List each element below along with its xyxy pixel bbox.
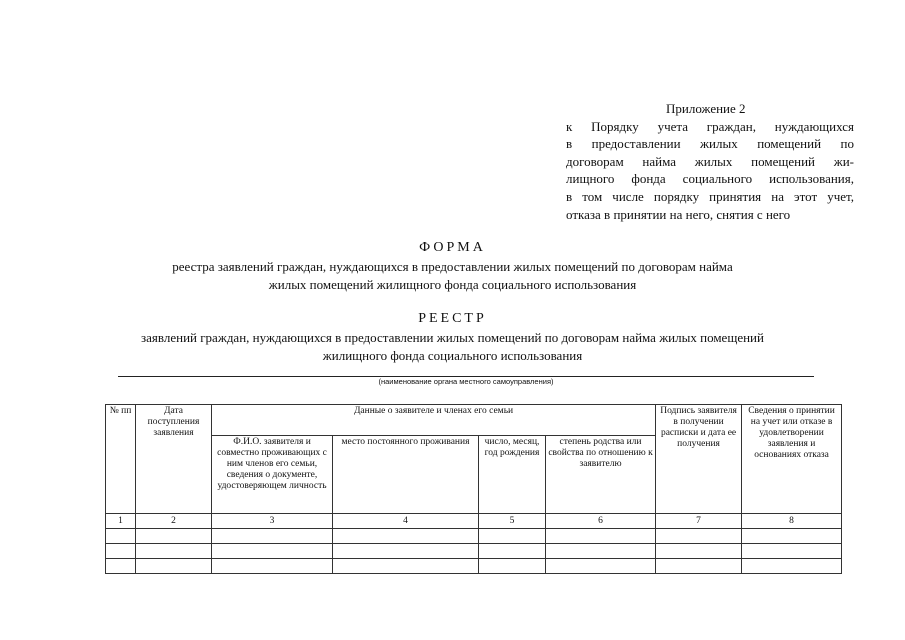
table-cell [656,544,742,559]
column-number: 1 [106,514,136,529]
table-cell [136,559,212,574]
column-number: 4 [333,514,479,529]
appendix-line: в предоставлении жилых помещений по [566,136,854,152]
table-cell [479,559,546,574]
header-decision: Сведения о принятии на учет или отказе в удовлетворении заявления и основаниях отказа [742,405,842,514]
header-fio: Ф.И.О. заявителя и совместно проживающих с ним членов его семьи, сведения о документе, удостоверяющем личность [212,436,333,514]
table-cell [106,529,136,544]
appendix-line: в том числе порядку принятия на этот учет, [566,188,854,204]
registry-subtitle [0,329,905,364]
table-cell [656,529,742,544]
registry-subtitle-line: жилищного фонда социального использования [322,347,583,363]
table-cell [106,544,136,559]
header-applicant-group: Данные о заявителе и членах его семьи [212,405,656,436]
table-cell [742,559,842,574]
column-number: 8 [742,514,842,529]
table-cell [742,544,842,559]
table-row [106,559,842,574]
column-number-row [106,514,842,529]
column-number: 5 [479,514,546,529]
table-cell [742,529,842,544]
table-row [106,529,842,544]
table-cell [333,544,479,559]
header-relation: степень родства или свойства по отношению к заявителю [546,436,656,514]
table-cell [333,529,479,544]
form-subtitle-line: реестра заявлений граждан, нуждающихся в предоставлении жилых помещений по договорам найма [172,259,733,274]
appendix-title: Приложение 2 [666,101,746,116]
registry-table [105,404,842,574]
column-number: 6 [546,514,656,529]
table-row [106,544,842,559]
registry-subtitle-line: заявлений граждан, нуждающихся в предоставлении жилых помещений по договорам найма жилых помещений [141,330,764,345]
appendix-line: лищного фонда социального использования, [566,171,854,187]
column-number: 2 [136,514,212,529]
table-cell [546,559,656,574]
form-subtitle [0,258,905,293]
table-cell [212,529,333,544]
table-cell [479,544,546,559]
header-birth-date: число, месяц, год рождения [479,436,546,514]
table-cell [136,529,212,544]
appendix-line: договорам найма жилых помещений жи- [566,153,854,169]
table-cell [212,559,333,574]
table-header-row [106,405,842,436]
form-subtitle-line: жилых помещений жилищного фонда социального использования [268,276,637,292]
column-number: 3 [212,514,333,529]
header-residence: место постоянного проживания [333,436,479,514]
appendix-note [566,100,854,223]
header-number: № пп [106,405,136,514]
table-cell [106,559,136,574]
table-cell [333,559,479,574]
registry-heading: РЕЕСТР [418,311,487,326]
table-cell [656,559,742,574]
form-heading: ФОРМА [419,240,486,255]
org-name-caption: (наименование органа местного самоуправления) [378,377,554,386]
table-cell [136,544,212,559]
appendix-line: к Порядку учета граждан, нуждающихся [566,118,854,134]
header-date: Дата поступления заявления [136,405,212,514]
table-cell [212,544,333,559]
header-signature: Подпись заявителя в получении расписки и дата ее получения [656,405,742,514]
table-cell [546,529,656,544]
column-number: 7 [656,514,742,529]
table-cell [479,529,546,544]
table-cell [546,544,656,559]
appendix-line: отказа в принятии на него, снятия с него [566,206,791,222]
